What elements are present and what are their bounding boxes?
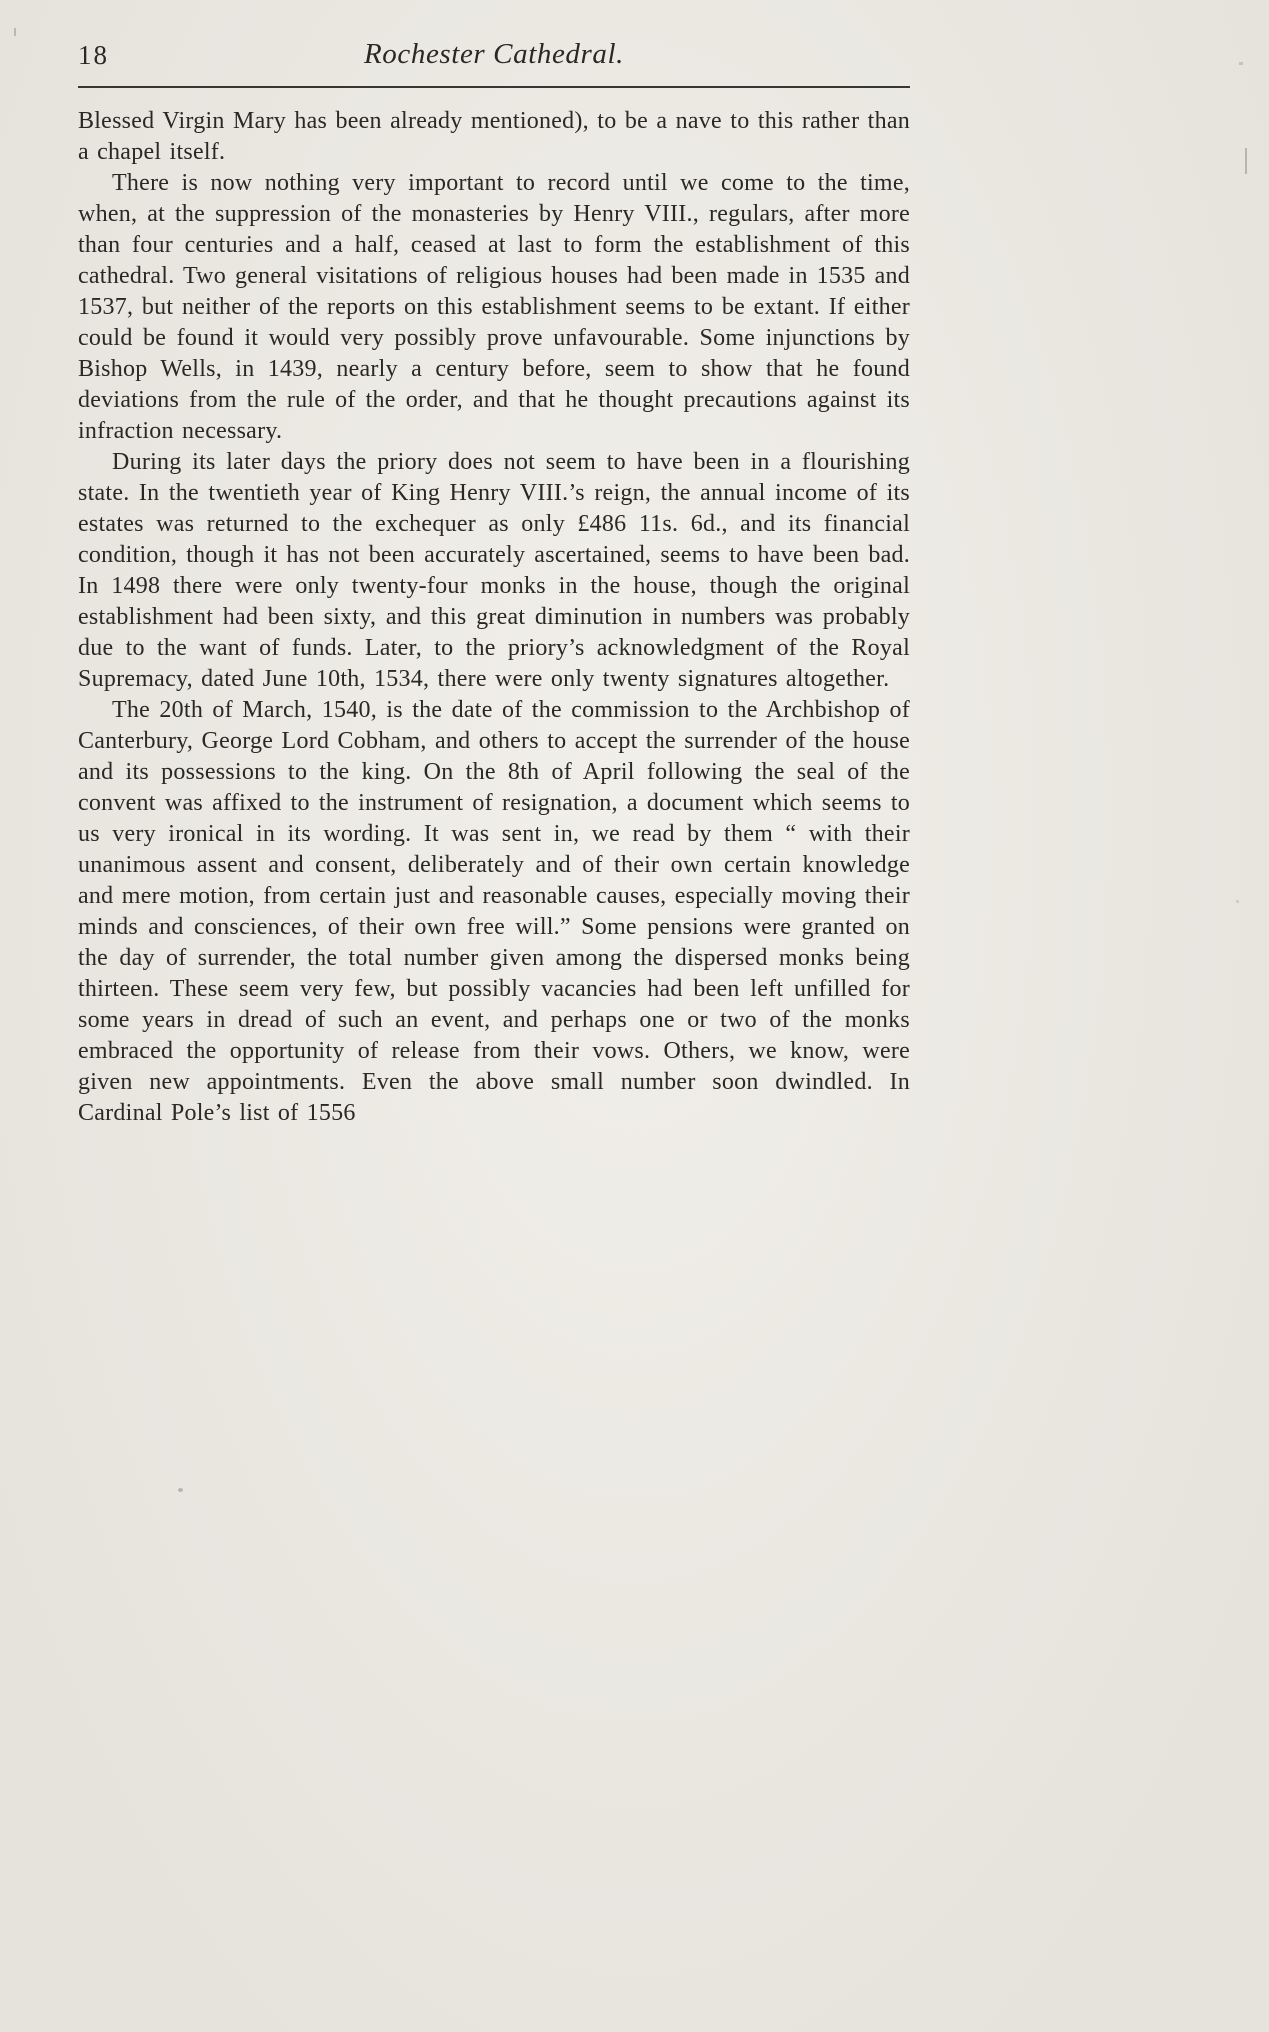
scan-artifact [178, 1488, 183, 1492]
scan-artifact [1245, 148, 1247, 174]
paragraph: During its later days the priory does not seem to have been in a flourishing state. In the twentieth year of King Henry VIII.’s reign, the annual income of its estates was returned to the exchequer as only £486 11s. 6d., and its financial condition, though it has not been accurately ascertained, seems to have been bad. In 1498 there were only twenty-four monks in the house, though the original establishment had been sixty, and this great diminution in numbers was probably due to the want of funds. Later, to the priory’s acknowledgment of the Royal Supremacy, dated June 10th, 1534, there were only twenty signatures altogether. [78, 449, 910, 692]
page-content [78, 36, 910, 1129]
paragraph: The 20th of March, 1540, is the date of the commission to the Archbishop of Canterbury, George Lord Cobham, and others to accept the surrender of the house and its possessions to the king. On the 8th of April following the seal of the convent was affixed to the instrument of resignation, a document which seems to us very ironical in its wording. It was sent in, we read by them “ with their unanimous assent and consent, deliberately and of their own certain knowledge and mere motion, from certain just and reasonable causes, especially moving their minds and consciences, of their own free will.” Some pensions were granted on the day of surrender, the total number given among the dispersed monks being thirteen. These seem very few, but possibly vacancies had been left unfilled for some years in dread of such an event, and perhaps one or two of the monks embraced the opportunity of release from their vows. Others, we know, were given new appointments. Even the above small number soon dwindled. In Cardinal Pole’s list of 1556 [78, 697, 910, 1126]
page-number: 18 [78, 40, 109, 70]
scan-artifact [1236, 900, 1239, 903]
header-rule [78, 86, 910, 88]
body-text [78, 106, 910, 1129]
scan-artifact [14, 28, 16, 36]
running-title: Rochester Cathedral. [363, 38, 625, 70]
paragraph: Blessed Virgin Mary has been already mentioned), to be a nave to this rather than a chapel itself. [78, 108, 910, 165]
scan-artifact [1239, 62, 1243, 65]
paragraph: There is now nothing very important to record until we come to the time, when, at the suppression of the monasteries by Henry VIII., regulars, after more than four centuries and a half, ceased at last to form the establishment of this cathedral. Two general visitations of religious houses had been made in 1535 and 1537, but neither of the reports on this establishment seems to be extant. If either could be found it would very possibly prove unfavourable. Some injunctions by Bishop Wells, in 1439, nearly a century before, seem to show that he found deviations from the rule of the order, and that he thought precautions against its infraction necessary. [78, 170, 910, 444]
page-header [78, 36, 910, 82]
